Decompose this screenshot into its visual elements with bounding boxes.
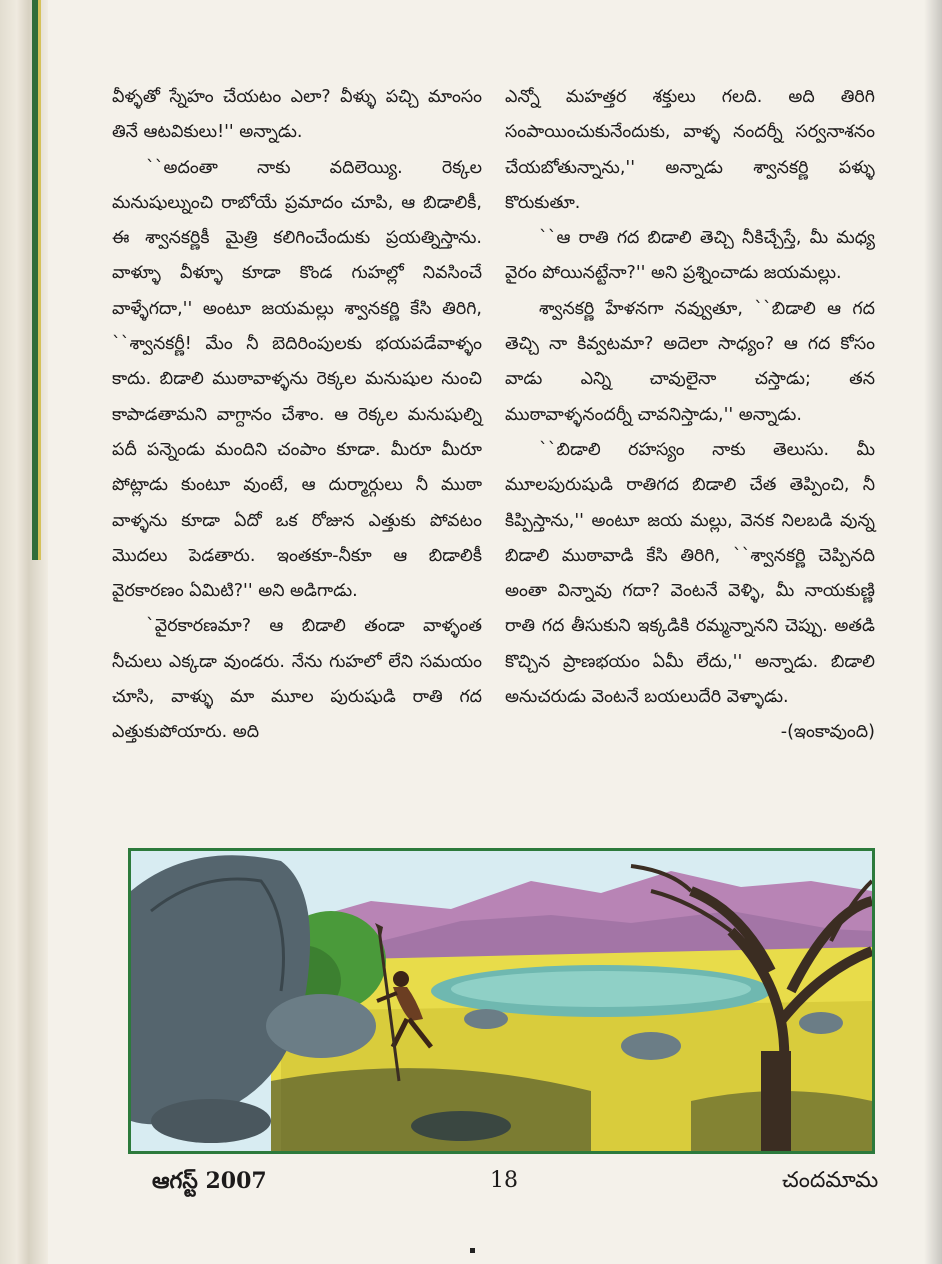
paragraph: శ్వానకర్ణి హేళనగా నవ్వుతూ, ``బిడాలి ఆ గద తెచ్చి నా కివ్వటమా? అదెలా సాధ్యం? ఆ గద కోసం వాడు ఎన్ని చావులైనా చస్తాడు; తన ముఠావాళ్ళనందర్నీ చావనిస్తాడు,'' అన్నాడు. bbox=[505, 298, 875, 425]
paragraph-text: ``బిడాలి రహస్యం నాకు తెలుసు. మీ మూలపురుషుడి రాతిగద బిడాలి చేత తెప్పించి, నీ కిప్పిస్తాను,'' అంటూ జయ మల్లు, వెనక నిలబడి వున్న బిడాలి ముఠావాడి కేసి తిరిగి, ``శ్వానకర్ణి చెప్పినది అంతా విన్నావు గదా? వెంటనే వెళ్ళి, మీ నాయకుణ్ణి రాతి గద తీసుకుని ఇక్కడికి రమ్మన్నానని చెప్పు. అతడి కొచ్చిన ప్రాణభయం ఏమీ లేదు,'' అన్నాడు. బిడాలి అనుచరుడు వెంటనే బయలుదేరి వెళ్ళాడు. bbox=[505, 439, 875, 708]
binding-edge-yellow bbox=[38, 0, 41, 560]
story-illustration bbox=[128, 848, 875, 1154]
paragraph: ``ఆ రాతి గద బిడాలి తెచ్చి నీకిచ్చేస్తే, మీ మధ్య వైరం పోయినట్టేనా?'' అని ప్రశ్నించాడు జయమల్లు. bbox=[505, 228, 875, 284]
paragraph bbox=[505, 433, 875, 743]
paragraph: `వైరకారణమా? ఆ బిడాలి తండా వాళ్ళంత నీచులు ఎక్కడా వుండరు. నేను గుహలో లేని సమయం చూసి, వాళ్ళు మా మూల పురుషుడి రాతి గద ఎత్తుకుపోయారు. అది bbox=[112, 616, 482, 743]
page-number: 18 bbox=[490, 1168, 518, 1193]
page-shadow bbox=[924, 0, 942, 1264]
paragraph: ఎన్నో మహత్తర శక్తులు గలది. అది తిరిగి సంపాయించుకునేందుకు, వాళ్ళ నందర్నీ సర్వనాశనం చేయబోతున్నాను,'' అన్నాడు శ్వానకర్ణి పళ్ళు కొరుకుతూ. bbox=[505, 87, 875, 213]
magazine-name: చందమామ bbox=[782, 1168, 879, 1193]
caveman-running-landscape-illustration bbox=[131, 851, 872, 1151]
print-mark bbox=[470, 1248, 475, 1253]
right-text-column bbox=[505, 80, 875, 751]
issue-date: ఆగస్ట్ 2007 bbox=[152, 1168, 267, 1194]
to-be-continued: -(ఇంకావుంది) bbox=[780, 722, 875, 743]
paragraph: వీళ్ళతో స్నేహం చేయటం ఎలా? వీళ్ళు పచ్చి మాంసం తినే ఆటవికులు!'' అన్నాడు. bbox=[112, 87, 482, 143]
left-text-column bbox=[112, 80, 482, 751]
paragraph: ``అదంతా నాకు వదిలెయ్యి. రెక్కల మనుషుల్నుంచి రాబోయే ప్రమాదం చూపి, ఆ బిడాలికీ, ఈ శ్వానకర్ణికీ మైత్రి కలిగించేందుకు ప్రయత్నిస్తాను. వాళ్ళూ వీళ్ళూ కూడా కొండ గుహల్లో నివసించే వాళ్ళేగదా,'' అంటూ జయమల్లు శ్వానకర్ణి కేసి తిరిగి, ``శ్వానకర్ణీ! మేం నీ బెదిరింపులకు భయపడేవాళ్ళం కాదు. బిడాలి ముఠావాళ్ళను రెక్కల మనుషుల నుంచి కాపాడతామని వాగ్దానం చేశాం. ఆ రెక్కల మనుషుల్ని పదీ పన్నెండు మందిని చంపాం కూడా. మీరూ మీరూ పోట్లాడు కుంటూ వుంటే, ఆ దుర్మార్గులు నీ ముఠా వాళ్ళను కూడా ఏదో ఒక రోజున ఎత్తుకు పోవటం మొదలు పెడతారు. ఇంతకూ-నీకూ ఆ బిడాలికీ వైరకారణం ఏమిటి?'' అని అడిగాడు. bbox=[112, 157, 482, 602]
page-binding bbox=[0, 0, 48, 1264]
